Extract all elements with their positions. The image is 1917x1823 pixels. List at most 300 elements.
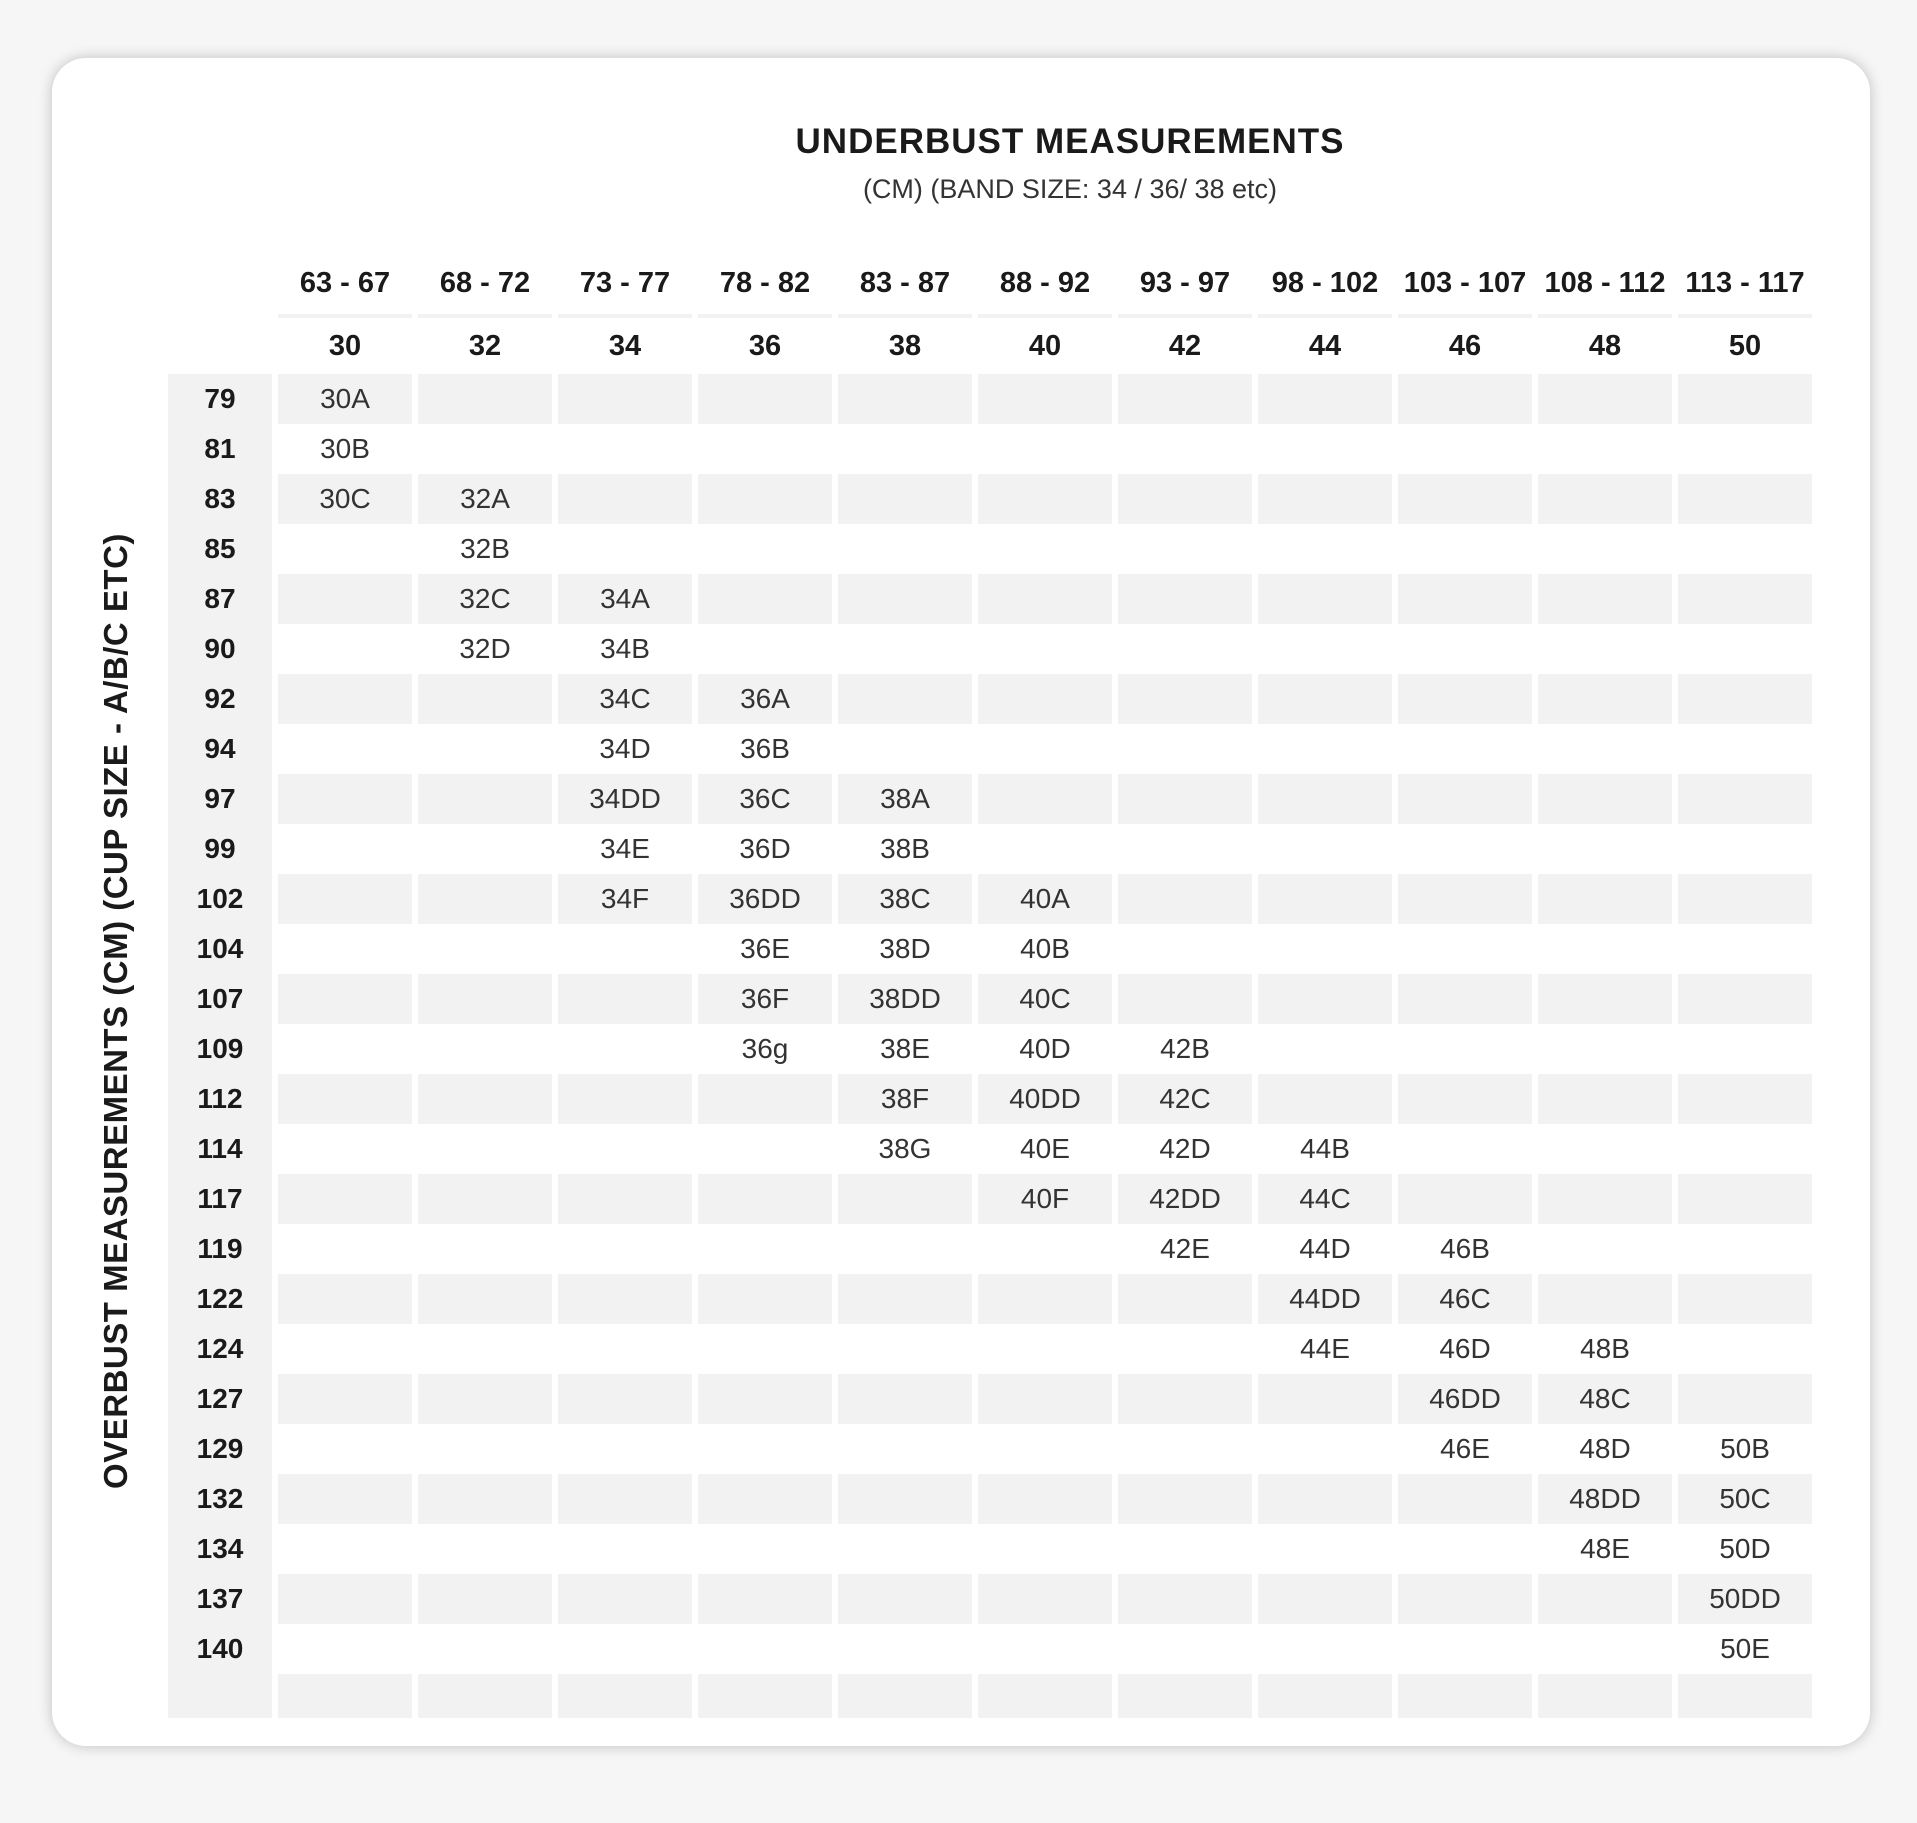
size-cell (1398, 624, 1532, 674)
size-cell (1258, 1474, 1392, 1524)
table-row (168, 974, 1812, 1024)
size-cell (418, 424, 552, 474)
size-cell (418, 724, 552, 774)
band-size-row (168, 314, 1812, 374)
size-cell: 38A (838, 774, 972, 824)
size-cell (278, 1374, 412, 1424)
size-cell (558, 1424, 692, 1474)
table-row (168, 1524, 1812, 1574)
size-cell (1258, 1574, 1392, 1624)
size-cell (418, 674, 552, 724)
footer-cell (168, 1674, 272, 1718)
size-cell (1678, 624, 1812, 674)
size-cell: 34B (558, 624, 692, 674)
size-cell (278, 1224, 412, 1274)
size-cell (418, 774, 552, 824)
table-row (168, 774, 1812, 824)
size-cell (1118, 924, 1252, 974)
size-cell (698, 1424, 832, 1474)
size-cell: 44D (1258, 1224, 1392, 1274)
table-row (168, 524, 1812, 574)
band-size-header: 34 (558, 314, 692, 374)
size-cell: 30A (278, 374, 412, 424)
size-cell (698, 1374, 832, 1424)
size-cell (1398, 1524, 1532, 1574)
size-cell: 34E (558, 824, 692, 874)
size-cell (1258, 874, 1392, 924)
size-cell: 44C (1258, 1174, 1392, 1224)
footer-cell (698, 1674, 832, 1718)
size-cell (1678, 1374, 1812, 1424)
size-cell (698, 1274, 832, 1324)
size-cell (1258, 374, 1392, 424)
size-cell (1678, 824, 1812, 874)
size-cell (978, 1474, 1112, 1524)
size-cell (1678, 874, 1812, 924)
size-cell (1118, 974, 1252, 1024)
size-cell: 40B (978, 924, 1112, 974)
size-cell: 48DD (1538, 1474, 1672, 1524)
size-cell: 50DD (1678, 1574, 1812, 1624)
overbust-value: 129 (168, 1424, 272, 1474)
footer-cell (838, 1674, 972, 1718)
size-cell (1258, 424, 1392, 474)
size-cell (1118, 1624, 1252, 1674)
size-cell: 36D (698, 824, 832, 874)
size-cell (1678, 1074, 1812, 1124)
size-cell: 40C (978, 974, 1112, 1024)
size-cell (1118, 1324, 1252, 1374)
size-cell (418, 1524, 552, 1574)
band-size-header: 32 (418, 314, 552, 374)
table-row (168, 474, 1812, 524)
size-cell (558, 1474, 692, 1524)
overbust-value: 109 (168, 1024, 272, 1074)
size-cell (278, 1624, 412, 1674)
size-cell (1538, 974, 1672, 1024)
table-row (168, 1624, 1812, 1674)
size-cell (978, 1374, 1112, 1424)
size-cell: 50B (1678, 1424, 1812, 1474)
size-cell (278, 774, 412, 824)
table-row (168, 824, 1812, 874)
size-cell: 36E (698, 924, 832, 974)
size-cell (838, 1324, 972, 1374)
size-cell: 32B (418, 524, 552, 574)
size-cell (278, 1174, 412, 1224)
size-cell (1538, 1124, 1672, 1174)
overbust-value: 140 (168, 1624, 272, 1674)
size-cell (1258, 674, 1392, 724)
size-cell (698, 1624, 832, 1674)
size-cell (558, 1224, 692, 1274)
size-cell (1398, 724, 1532, 774)
bra-size-table (162, 252, 1818, 1718)
band-size-header: 44 (1258, 314, 1392, 374)
size-cell (838, 374, 972, 424)
size-cell (1678, 1224, 1812, 1274)
size-cell (698, 1074, 832, 1124)
footer-cell (418, 1674, 552, 1718)
size-cell (838, 724, 972, 774)
size-cell: 40A (978, 874, 1112, 924)
size-cell: 36B (698, 724, 832, 774)
size-cell: 42DD (1118, 1174, 1252, 1224)
size-cell (698, 474, 832, 524)
band-size-header: 42 (1118, 314, 1252, 374)
size-cell (1398, 1024, 1532, 1074)
size-cell (418, 1174, 552, 1224)
size-cell (1398, 374, 1532, 424)
size-cell: 32D (418, 624, 552, 674)
overbust-value: 81 (168, 424, 272, 474)
size-cell (418, 1274, 552, 1324)
table-row (168, 424, 1812, 474)
size-cell: 44B (1258, 1124, 1392, 1174)
size-cell: 42D (1118, 1124, 1252, 1174)
size-cell: 40DD (978, 1074, 1112, 1124)
size-cell (1118, 624, 1252, 674)
underbust-range-header: 98 - 102 (1258, 252, 1392, 314)
size-cell (1118, 724, 1252, 774)
size-cell: 40D (978, 1024, 1112, 1074)
size-cell (1258, 1024, 1392, 1074)
size-cell: 46B (1398, 1224, 1532, 1274)
footer-cell (1258, 1674, 1392, 1718)
size-cell (698, 1124, 832, 1174)
size-cell (1258, 1424, 1392, 1474)
size-cell (1258, 1074, 1392, 1124)
size-cell (838, 674, 972, 724)
footer-cell (978, 1674, 1112, 1718)
overbust-value: 94 (168, 724, 272, 774)
overbust-value: 92 (168, 674, 272, 724)
table-row (168, 1274, 1812, 1324)
size-cell: 50D (1678, 1524, 1812, 1574)
size-cell (838, 1574, 972, 1624)
size-cell (1538, 924, 1672, 974)
size-cell (418, 1574, 552, 1624)
size-cell: 40E (978, 1124, 1112, 1174)
size-cell (558, 1624, 692, 1674)
overbust-value: 99 (168, 824, 272, 874)
size-cell: 50C (1678, 1474, 1812, 1524)
size-cell: 34F (558, 874, 692, 924)
size-cell (1678, 674, 1812, 724)
size-cell (1398, 924, 1532, 974)
band-size-header: 48 (1538, 314, 1672, 374)
size-cell (1118, 874, 1252, 924)
size-cell (978, 824, 1112, 874)
size-cell (838, 1274, 972, 1324)
size-cell (698, 1574, 832, 1624)
size-cell: 38F (838, 1074, 972, 1124)
size-cell (1258, 974, 1392, 1024)
table-row (168, 874, 1812, 924)
overbust-value: 90 (168, 624, 272, 674)
size-cell (558, 1524, 692, 1574)
size-cell (838, 524, 972, 574)
size-cell (978, 674, 1112, 724)
table-footer-strip (168, 1674, 1812, 1718)
size-cell (1398, 674, 1532, 724)
table-row (168, 374, 1812, 424)
band-size-header: 40 (978, 314, 1112, 374)
size-cell (558, 974, 692, 1024)
size-cell (1118, 1574, 1252, 1624)
size-cell: 38G (838, 1124, 972, 1174)
size-cell (1118, 824, 1252, 874)
size-cell (278, 674, 412, 724)
size-cell (418, 1224, 552, 1274)
footer-cell (1398, 1674, 1532, 1718)
size-cell: 50E (1678, 1624, 1812, 1674)
size-cell (418, 1024, 552, 1074)
size-cell (978, 724, 1112, 774)
size-cell (558, 424, 692, 474)
size-cell: 48C (1538, 1374, 1672, 1424)
size-cell (1398, 1074, 1532, 1124)
chart-subtitle: (CM) (BAND SIZE: 34 / 36/ 38 etc) (862, 174, 1278, 204)
size-cell (1678, 924, 1812, 974)
size-cell (978, 1324, 1112, 1374)
size-cell (558, 1074, 692, 1124)
size-cell (978, 1274, 1112, 1324)
size-cell: 46D (1398, 1324, 1532, 1374)
size-cell (278, 924, 412, 974)
size-cell (838, 574, 972, 624)
table-row (168, 574, 1812, 624)
overbust-value: 102 (168, 874, 272, 924)
size-cell (278, 824, 412, 874)
size-cell (1118, 374, 1252, 424)
size-cell (838, 1374, 972, 1424)
size-cell (1258, 774, 1392, 824)
size-cell (278, 724, 412, 774)
size-cell (1118, 1474, 1252, 1524)
size-cell (1258, 824, 1392, 874)
size-cell (1678, 374, 1812, 424)
size-cell (698, 424, 832, 474)
size-cell (698, 624, 832, 674)
size-cell (978, 524, 1112, 574)
size-cell (1398, 474, 1532, 524)
size-cell (418, 1124, 552, 1174)
overbust-value: 79 (168, 374, 272, 424)
table-row (168, 924, 1812, 974)
size-cell (1678, 774, 1812, 824)
size-cell: 44E (1258, 1324, 1392, 1374)
size-cell (1538, 1274, 1672, 1324)
size-cell (278, 1324, 412, 1374)
overbust-value: 114 (168, 1124, 272, 1174)
size-cell (1678, 524, 1812, 574)
size-cell (698, 1474, 832, 1524)
size-cell (698, 524, 832, 574)
size-cell (1118, 1274, 1252, 1324)
size-cell: 44DD (1258, 1274, 1392, 1324)
overbust-value: 127 (168, 1374, 272, 1424)
size-cell (558, 1374, 692, 1424)
underbust-range-header: 113 - 117 (1678, 252, 1812, 314)
size-cell (558, 524, 692, 574)
size-cell (838, 624, 972, 674)
size-cell (278, 1274, 412, 1324)
size-cell (1258, 1624, 1392, 1674)
size-cell (558, 1574, 692, 1624)
overbust-value: 85 (168, 524, 272, 574)
size-cell (698, 374, 832, 424)
table-row (168, 1474, 1812, 1524)
size-cell (1118, 674, 1252, 724)
size-cell: 38DD (838, 974, 972, 1024)
table-row (168, 724, 1812, 774)
size-cell: 30C (278, 474, 412, 524)
size-cell (1398, 574, 1532, 624)
size-cell (1678, 574, 1812, 624)
size-cell (418, 1474, 552, 1524)
size-cell (558, 1124, 692, 1174)
size-cell (1538, 1074, 1672, 1124)
size-cell (558, 1324, 692, 1374)
table-row (168, 1074, 1812, 1124)
overbust-value: 137 (168, 1574, 272, 1624)
table-row (168, 1224, 1812, 1274)
size-cell (278, 974, 412, 1024)
size-cell (1538, 474, 1672, 524)
size-cell (1118, 524, 1252, 574)
size-cell (418, 1624, 552, 1674)
overbust-value: 132 (168, 1474, 272, 1524)
size-cell (1678, 1174, 1812, 1224)
size-cell (278, 1574, 412, 1624)
size-cell (418, 924, 552, 974)
size-cell (1118, 574, 1252, 624)
size-cell: 36A (698, 674, 832, 724)
size-cell (418, 974, 552, 1024)
size-cell (1118, 1524, 1252, 1574)
size-cell (978, 1624, 1112, 1674)
size-cell (1258, 924, 1392, 974)
size-cell (1398, 1474, 1532, 1524)
overbust-value: 134 (168, 1524, 272, 1574)
size-cell: 34A (558, 574, 692, 624)
size-cell: 42E (1118, 1224, 1252, 1274)
band-size-header: 38 (838, 314, 972, 374)
size-cell (278, 1024, 412, 1074)
underbust-range-header: 93 - 97 (1118, 252, 1252, 314)
size-cell (1678, 724, 1812, 774)
size-cell (1258, 574, 1392, 624)
size-cell: 34D (558, 724, 692, 774)
overbust-value: 83 (168, 474, 272, 524)
header-corner (168, 314, 272, 374)
size-cell (838, 1624, 972, 1674)
size-cell (1538, 824, 1672, 874)
size-cell (1258, 1374, 1392, 1424)
table-row (168, 1374, 1812, 1424)
size-cell (1538, 1174, 1672, 1224)
size-cell (1538, 724, 1672, 774)
size-cell (1538, 1574, 1672, 1624)
table-row (168, 1424, 1812, 1474)
size-cell: 48E (1538, 1524, 1672, 1574)
underbust-range-header: 68 - 72 (418, 252, 552, 314)
band-size-header: 36 (698, 314, 832, 374)
size-cell (278, 874, 412, 924)
size-cell (978, 424, 1112, 474)
size-cell: 36C (698, 774, 832, 824)
size-cell (1398, 424, 1532, 474)
size-cell (1538, 674, 1672, 724)
overbust-value: 104 (168, 924, 272, 974)
overbust-value: 117 (168, 1174, 272, 1224)
size-cell (1258, 1524, 1392, 1574)
size-cell (1678, 1024, 1812, 1074)
size-cell: 48D (1538, 1424, 1672, 1474)
size-cell: 42C (1118, 1074, 1252, 1124)
size-cell: 38D (838, 924, 972, 974)
size-cell (1538, 1224, 1672, 1274)
underbust-range-header: 108 - 112 (1538, 252, 1672, 314)
size-cell (1398, 974, 1532, 1024)
overbust-value: 87 (168, 574, 272, 624)
size-cell (1678, 1124, 1812, 1174)
table-row (168, 1024, 1812, 1074)
size-cell (698, 1224, 832, 1274)
size-cell (1538, 424, 1672, 474)
size-cell (1538, 874, 1672, 924)
size-cell (278, 1124, 412, 1174)
size-cell (1398, 774, 1532, 824)
size-cell (278, 1074, 412, 1124)
size-cell (698, 574, 832, 624)
underbust-range-row (168, 252, 1812, 314)
size-cell (1538, 374, 1672, 424)
overbust-axis-label: OVERBUST MEASUREMENTS (CM) (CUP SIZE - A/B/C ETC) (97, 533, 134, 1489)
size-cell: 40F (978, 1174, 1112, 1224)
size-cell (558, 1274, 692, 1324)
size-cell (1118, 474, 1252, 524)
size-cell (558, 474, 692, 524)
size-cell (1678, 424, 1812, 474)
size-cell (278, 524, 412, 574)
size-cell (978, 1524, 1112, 1574)
size-cell (978, 1574, 1112, 1624)
size-cell: 42B (1118, 1024, 1252, 1074)
size-cell (698, 1524, 832, 1574)
table-row (168, 1324, 1812, 1374)
size-cell: 34C (558, 674, 692, 724)
size-cell (1678, 1324, 1812, 1374)
size-cell (558, 1024, 692, 1074)
footer-cell (558, 1674, 692, 1718)
size-cell: 36g (698, 1024, 832, 1074)
size-cell: 30B (278, 424, 412, 474)
overbust-value: 122 (168, 1274, 272, 1324)
table-row (168, 1574, 1812, 1624)
size-cell (1398, 1574, 1532, 1624)
size-cell (278, 574, 412, 624)
size-cell (1118, 1374, 1252, 1424)
size-cell (1538, 624, 1672, 674)
underbust-range-header: 103 - 107 (1398, 252, 1532, 314)
size-cell (838, 424, 972, 474)
size-cell (1538, 524, 1672, 574)
size-cell (1258, 524, 1392, 574)
size-cell (558, 1174, 692, 1224)
size-cell (978, 774, 1112, 824)
